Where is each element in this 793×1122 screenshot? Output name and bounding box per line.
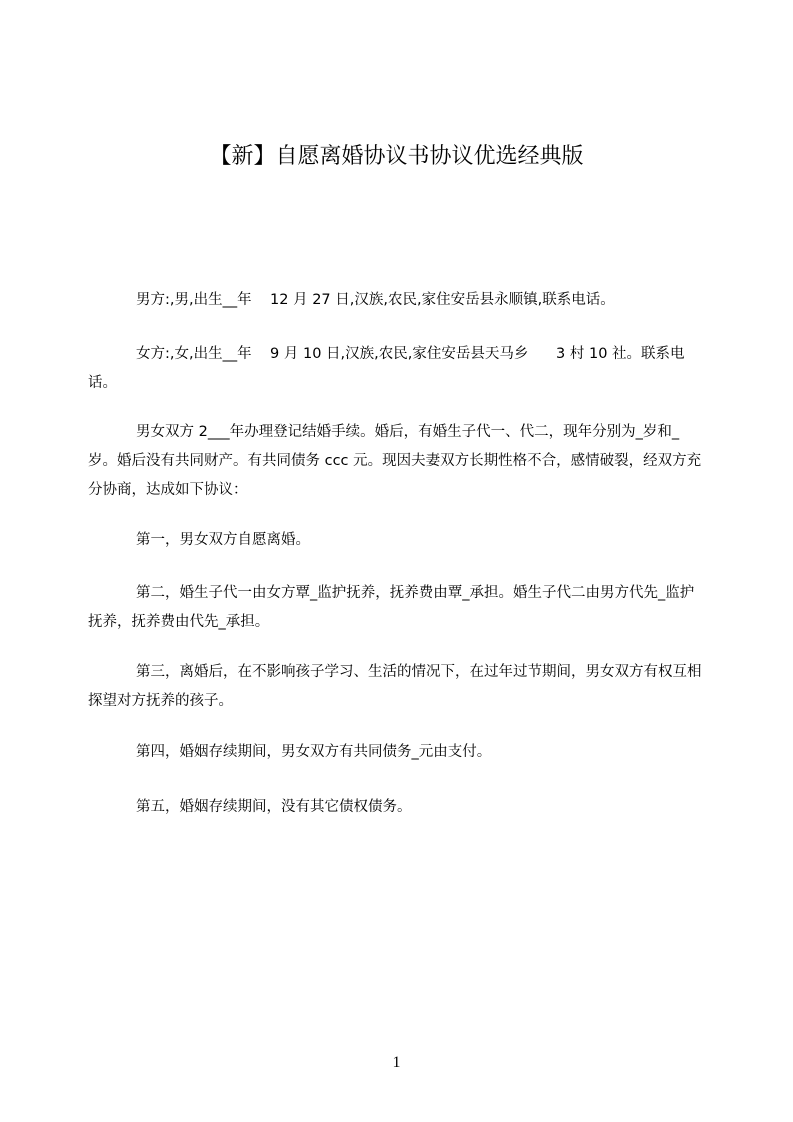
- paragraph-clause-3: 第三，离婚后，在不影响孩子学习、生活的情况下，在过年过节期间，男女双方有权互相探望对方抚养的孩子。: [88, 664, 702, 709]
- page-number: 1: [392, 1054, 401, 1071]
- paragraph-wife-info: 女方:,女,出生__年 9 月 10 日,汉族,农民,家住安岳县天马乡 3 村 10 社。联系电话。: [88, 346, 685, 391]
- paragraph-clause-4: 第四，婚姻存续期间，男女双方有共同债务_元由支付。: [136, 744, 492, 760]
- paragraph-clause-5: 第五，婚姻存续期间，没有其它债权债务。: [136, 799, 412, 815]
- paragraph-marriage-background: 男女双方 2___年办理登记结婚手续。婚后，有婚生子代一、代二，现年分别为_岁和_岁。婚后没有共同财产。有共同债务 ccc 元。现因夫妻双方长期性格不合，感情破裂，经双方充分协商，达成如下协议：: [88, 424, 702, 498]
- paragraph-husband-info: 男方:,男,出生__年 12 月 27 日,汉族,农民,家住安岳县永顺镇,联系电话。: [136, 292, 615, 308]
- document-title: 【新】自愿离婚协议书协议优选经典版: [209, 144, 584, 169]
- paragraph-clause-1: 第一，男女双方自愿离婚。: [136, 532, 310, 548]
- paragraph-clause-2: 第二，婚生子代一由女方覃_监护抚养，抚养费由覃_承担。婚生子代二由男方代先_监护抚养，抚养费由代先_承担。: [88, 585, 695, 630]
